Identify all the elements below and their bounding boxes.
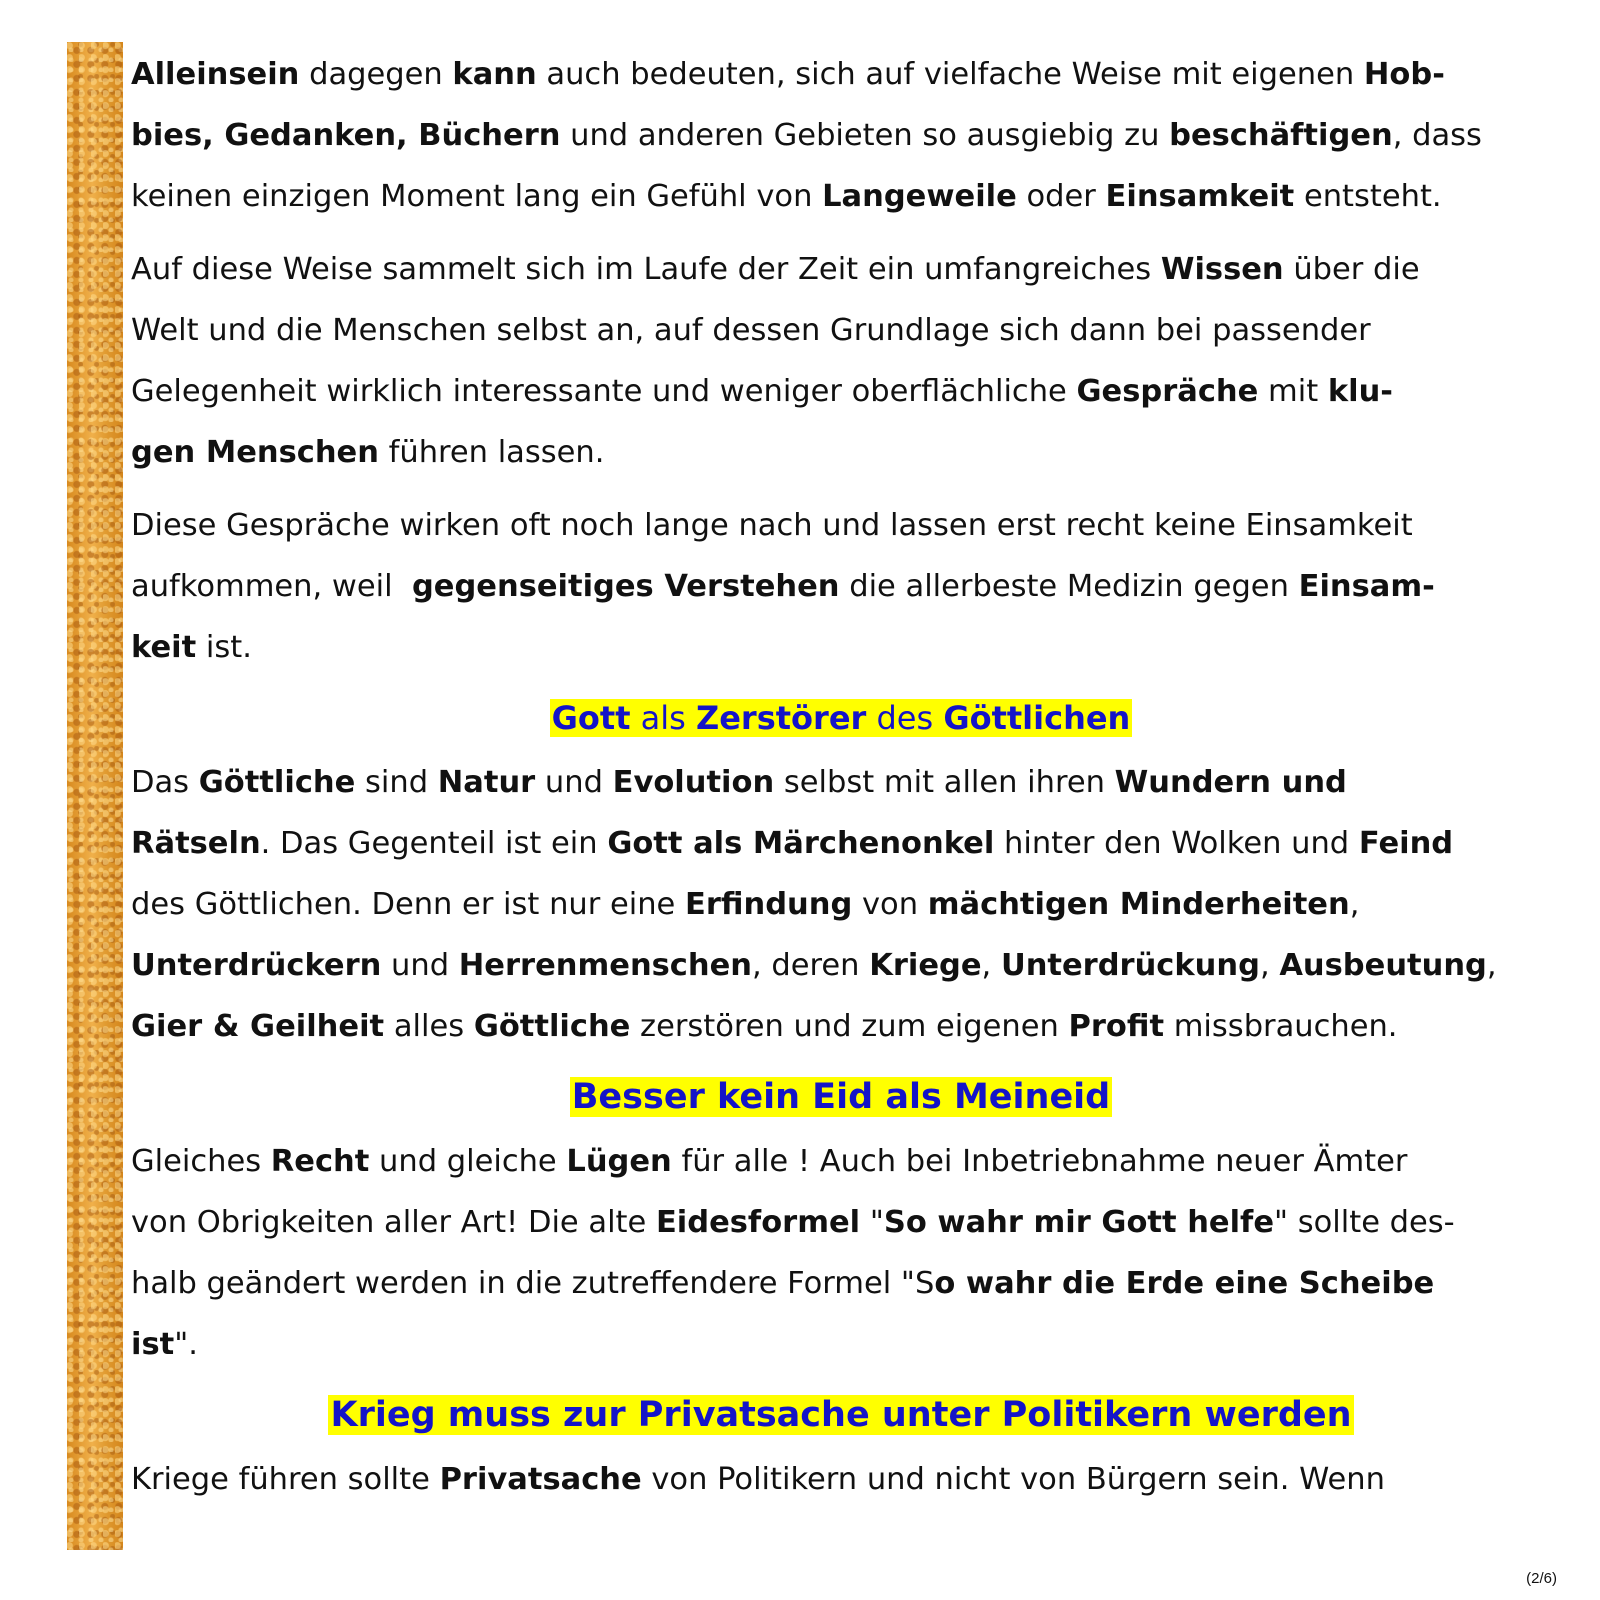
- text-run: keinen einzigen Moment lang ein Gefühl von: [131, 179, 823, 214]
- text-run: dagegen: [299, 57, 453, 92]
- text-run: ist.: [196, 630, 252, 665]
- text-run: und: [381, 948, 459, 983]
- text-run: führen lassen.: [378, 435, 605, 470]
- bold-term: Unterdrückern: [131, 948, 382, 983]
- text-line: [131, 617, 1551, 678]
- bold-term: Göttliche: [198, 765, 356, 800]
- bold-term: Herrenmenschen: [458, 948, 753, 983]
- text-line: [131, 1449, 1551, 1510]
- bold-term: Feind: [1358, 826, 1454, 861]
- bold-term: Gier & Geilheit: [131, 1009, 385, 1044]
- bold-term: Rätseln: [131, 826, 261, 861]
- text-run: Gleiches: [131, 1144, 271, 1179]
- text-run: mit: [1258, 374, 1328, 409]
- text-line: [131, 996, 1551, 1057]
- bold-term: Wundern und: [1114, 765, 1347, 800]
- text-run: ,: [981, 948, 1001, 983]
- text-run: von Politikern und nicht von Bürgern sein. Wenn: [641, 1462, 1385, 1497]
- bold-term: Gespräche: [1076, 374, 1259, 409]
- text-run: ,: [1486, 948, 1497, 983]
- text-line: Welt und die Menschen selbst an, auf dessen Grundlage sich dann bei passender: [131, 313, 1371, 348]
- text-run: ": [860, 1205, 884, 1240]
- text-run: " sollte des-: [1274, 1205, 1455, 1240]
- text-line: [131, 1192, 1551, 1253]
- bold-term: Kriege: [869, 948, 982, 983]
- text-run: Kriege führen sollte: [131, 1462, 440, 1497]
- heading-highlight: [550, 699, 1133, 737]
- bold-term: Privatsache: [439, 1462, 642, 1497]
- bold-term: ist: [131, 1327, 175, 1362]
- text-line: [131, 1314, 1551, 1375]
- text-run: von: [852, 887, 928, 922]
- bold-term: Einsam-: [1298, 569, 1435, 604]
- bold-term: Recht: [270, 1144, 370, 1179]
- text-run: und anderen Gebieten so ausgiebig zu: [560, 118, 1170, 153]
- text-run: von Obrigkeiten aller Art! Die alte: [131, 1205, 656, 1240]
- text-run: für alle ! Auch bei Inbetriebnahme neuer Ämter: [671, 1144, 1408, 1179]
- text-run: ,: [1349, 887, 1360, 922]
- text-run: Das: [131, 765, 199, 800]
- text-line: [131, 239, 1551, 300]
- bold-term: Einsamkeit: [1105, 179, 1295, 214]
- bold-term: Langeweile: [822, 179, 1017, 214]
- bold-term: klu-: [1327, 374, 1393, 409]
- text-run: halb geändert werden in die zutreffendere Formel "S: [131, 1266, 935, 1301]
- text-run: missbrauchen.: [1164, 1009, 1398, 1044]
- text-line: [131, 752, 1551, 813]
- bold-term: Natur: [437, 765, 536, 800]
- bold-term: gen Menschen: [131, 435, 379, 470]
- section-heading-eid: [131, 1069, 1551, 1125]
- paragraph-kriege: [131, 1449, 1551, 1510]
- text-line: [131, 166, 1551, 227]
- heading-word: Zerstörer: [696, 699, 867, 737]
- text-run: . Das Gegenteil ist ein: [260, 826, 608, 861]
- bold-term: gegenseitiges Verstehen: [411, 569, 840, 604]
- paragraph-gespraeche: [131, 495, 1551, 678]
- bold-term: Alleinsein: [131, 57, 300, 92]
- document-body: [131, 44, 1551, 1522]
- paragraph-eidesformel: [131, 1131, 1551, 1375]
- bold-term: Eidesformel: [655, 1205, 861, 1240]
- section-heading-krieg: [131, 1387, 1551, 1443]
- text-run: des Göttlichen. Denn er ist nur eine: [131, 887, 686, 922]
- bold-term: bies, Gedanken, Büchern: [131, 118, 561, 153]
- bold-term: kann: [452, 57, 537, 92]
- text-line: [131, 44, 1551, 105]
- section-heading-gott: [131, 690, 1551, 746]
- text-line: [131, 935, 1551, 996]
- bold-term: Profit: [1068, 1009, 1165, 1044]
- heading-word: des: [866, 699, 944, 737]
- heading-word: Göttlichen: [943, 699, 1131, 737]
- text-run: über die: [1283, 252, 1420, 287]
- text-line: Diese Gespräche wirken oft noch lange nach und lassen erst recht keine Einsamkeit: [131, 508, 1413, 543]
- text-line: [131, 1131, 1551, 1192]
- bold-term: Evolution: [612, 765, 775, 800]
- bold-term: Hob-: [1363, 57, 1445, 92]
- bold-term: beschäftigen: [1169, 118, 1393, 153]
- bold-term: o wahr die Erde eine Scheibe: [934, 1266, 1435, 1301]
- text-run: alles: [384, 1009, 474, 1044]
- text-line: [131, 874, 1551, 935]
- text-line: [131, 105, 1551, 166]
- heading-highlight: Besser kein Eid als Meineid: [571, 1077, 1111, 1117]
- text-run: Auf diese Weise sammelt sich im Laufe der Zeit ein umfangreiches: [131, 252, 1161, 287]
- text-line: [131, 813, 1551, 874]
- text-run: sind: [355, 765, 438, 800]
- text-line: [131, 1253, 1551, 1314]
- text-run: die allerbeste Medizin gegen: [839, 569, 1299, 604]
- text-run: entsteht.: [1294, 179, 1442, 214]
- text-line: [131, 361, 1551, 422]
- paragraph-wissen: [131, 239, 1551, 483]
- paragraph-goettliche: [131, 752, 1551, 1057]
- text-run: oder: [1016, 179, 1106, 214]
- text-run: , deren: [752, 948, 870, 983]
- bold-term: Erfindung: [685, 887, 853, 922]
- bold-term: mächtigen Minderheiten: [927, 887, 1350, 922]
- bold-term: Wissen: [1160, 252, 1284, 287]
- text-run: und gleiche: [369, 1144, 567, 1179]
- heading-word: als: [630, 699, 697, 737]
- bold-term: keit: [131, 630, 197, 665]
- bold-term: Göttliche: [473, 1009, 631, 1044]
- bold-term: Gott als Märchenonkel: [607, 826, 995, 861]
- text-run: zerstören und zum eigenen: [630, 1009, 1069, 1044]
- text-run: auch bedeuten, sich auf vielfache Weise mit eigenen: [536, 57, 1364, 92]
- text-run: und: [535, 765, 613, 800]
- text-run: ,: [1259, 948, 1280, 983]
- heading-highlight: Krieg muss zur Privatsache unter Politikern werden: [330, 1395, 1352, 1435]
- text-run: hinter den Wolken und: [994, 826, 1359, 861]
- decorative-side-bar: [67, 42, 123, 1550]
- bold-term: Ausbeutung: [1279, 948, 1487, 983]
- text-run: selbst mit allen ihren: [774, 765, 1115, 800]
- text-line: [131, 556, 1551, 617]
- text-run: aufkommen, weil: [131, 569, 412, 604]
- bold-term: Lügen: [566, 1144, 672, 1179]
- bold-term: So wahr mir Gott helfe: [883, 1205, 1275, 1240]
- text-line: [131, 422, 1551, 483]
- text-run: , dass: [1392, 118, 1482, 153]
- page-number: (2/6): [1526, 1570, 1557, 1587]
- bold-term: Unterdrückung: [1000, 948, 1260, 983]
- heading-word: Gott: [551, 699, 631, 737]
- text-run: ".: [174, 1327, 198, 1362]
- paragraph-alleinsein: [131, 44, 1551, 227]
- text-run: Gelegenheit wirklich interessante und weniger oberflächliche: [131, 374, 1077, 409]
